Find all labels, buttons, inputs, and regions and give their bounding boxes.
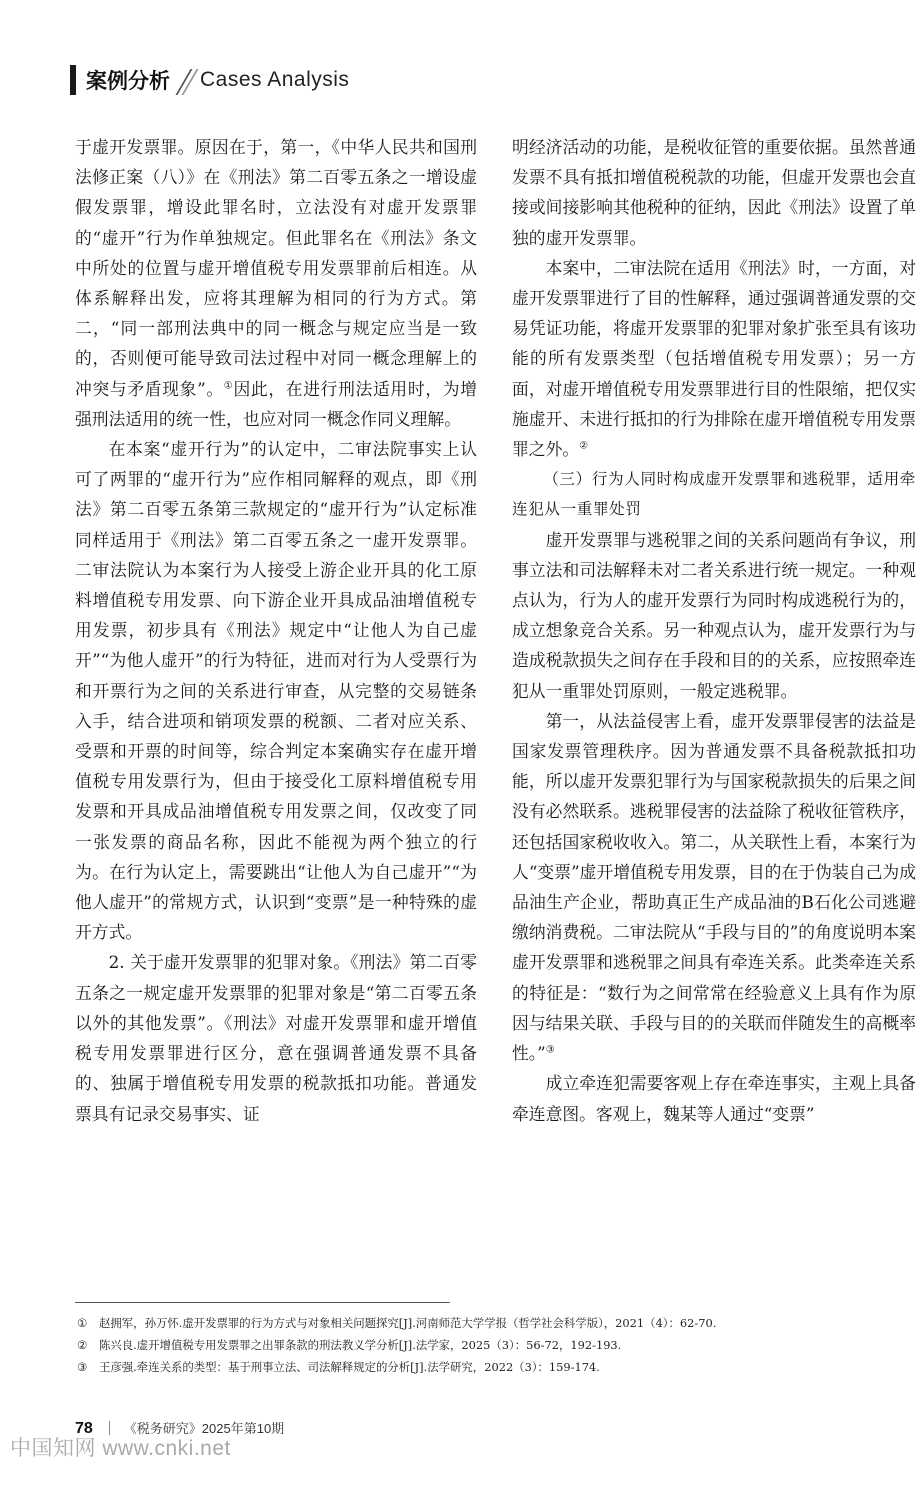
paragraph: 第一，从法益侵害上看，虚开发票罪侵害的法益是国家发票管理秩序。因为普通发票不具备税款抵扣功能，所以虚开发票犯罪行为与国家税款损失的后果之间没有必然联系。逃税罪侵害的法益除了税收征管秩序，还包括国家税收收入。第二，从关联性上看，本案行为人“变票”虚开增值税专用发票，目的在于伪装自己为成品油生产企业，帮助真正生产成品油的B石化公司逃避缴纳消费税。二审法院从“手段与目的”的角度说明本案虚开发票罪和逃税罪之间具有牵连关系。此类牵连关系的特征是：“数行为之间常常在经验意义上具有作为原因与结果关联、手段与目的的关联而伴随发生的高概率性。”③ xyxy=(512,710,916,1064)
section-heading: （三）行为人同时构成虚开发票罪和逃税罪，适用牵连犯从一重罪处罚 xyxy=(512,470,916,519)
footnote-ref[interactable]: ③ xyxy=(545,1044,555,1056)
section-header xyxy=(70,62,349,98)
footnote-item: ③ 王彦强.牵连关系的类型：基于刑事立法、司法解释规定的分析[J].法学研究，2022（3）：159-174. xyxy=(77,1360,600,1374)
left-column xyxy=(75,132,477,1129)
footnote-ref[interactable]: ① xyxy=(223,380,234,392)
footnotes xyxy=(77,1312,917,1378)
header-bar xyxy=(70,65,76,95)
header-divider-icon xyxy=(180,65,194,95)
paragraph: 本案中，二审法院在适用《刑法》时，一方面，对虚开发票罪进行了目的性解释，通过强调普通发票的交易凭证功能，将虚开发票罪的犯罪对象扩张至具有该功能的所有发票类型（包括增值税专用发票）；另一方面，对虚开增值税专用发票罪进行目的性限缩，把仅实施虚开、未进行抵扣的行为排除在虚开增值税专用发票罪之外。② xyxy=(512,257,916,460)
footnote-item: ② 陈兴良.虚开增值税专用发票罪之出罪条款的刑法教义学分析[J].法学家，2025（3）：56-72，192-193. xyxy=(77,1338,622,1352)
footnote-ref[interactable]: ② xyxy=(579,440,589,452)
section-title-en: Cases Analysis xyxy=(200,68,350,91)
footnote-divider xyxy=(75,1302,450,1303)
journal-name: 《税务研究》2025年第10期 xyxy=(123,1421,285,1436)
paragraph: 于虚开发票罪。原因在于，第一，《中华人民共和国刑法修正案（八）》在《刑法》第二百零五条之一增设虚假发票罪，增设此罪名时，立法没有对虚开发票罪的“虚开”行为作单独规定。但此罪名在《刑法》条文中所处的位置与虚开增值税专用发票罪前后相连。从体系解释出发，应将其理解为相同的行为方式。第二，“同一部刑法典中的同一概念与规定应当是一致的，否则便可能导致司法过程中对同一概念理解上的冲突与矛盾现象”。①因此，在进行刑法适用时，为增强刑法适用的统一性，也应对同一概念作同义理解。 xyxy=(75,137,477,429)
paragraph: 虚开发票罪与逃税罪之间的关系问题尚有争议，刑事立法和司法解释未对二者关系进行统一规定。一种观点认为，行为人的虚开发票行为同时构成逃税行为的，成立想象竞合关系。另一种观点认为，虚开发票行为与造成税款损失之间存在手段和目的的关系，应按照牵连犯从一重罪处罚原则，一般定逃税罪。 xyxy=(512,529,916,701)
paragraph: 2. 关于虚开发票罪的犯罪对象。《刑法》第二百零五条之一规定虚开发票罪的犯罪对象是“第二百零五条以外的其他发票”。《刑法》对虚开发票罪和虚开增值税专用发票罪进行区分，意在强调普通发票不具备的、独属于增值税专用发票的税款抵扣功能。普通发票具有记录交易事实、证 xyxy=(75,952,477,1124)
paragraph: 在本案“虚开行为”的认定中，二审法院事实上认可了两罪的“虚开行为”应作相同解释的观点，即《刑法》第二百零五条第三款规定的“虚开行为”认定标准同样适用于《刑法》第二百零五条之一虚开发票罪。二审法院认为本案行为人接受上游企业开具的化工原料增值税专用发票、向下游企业开具成品油增值税专用发票，初步具有《刑法》规定中“让他人为自己虚开”“为他人虚开”的行为特征，进而对行为人受票行为和开票行为之间的关系进行审查，从完整的交易链条入手，结合进项和销项发票的税额、二者对应关系、受票和开票的时间等，综合判定本案确实存在虚开增值税专用发票行为，但由于接受化工原料增值税专用发票和开具成品油增值税专用发票之间，仅改变了同一张发票的商品名称，因此不能视为两个独立的行为。在行为认定上，需要跳出“让他人为自己虚开”“为他人虚开”的常规方式，认识到“变票”是一种特殊的虚开方式。 xyxy=(75,439,477,943)
paragraph: 明经济活动的功能，是税收征管的重要依据。虽然普通发票不具有抵扣增值税税款的功能，但虚开发票也会直接或间接影响其他税种的征纳，因此《刑法》设置了单独的虚开发票罪。 xyxy=(512,137,916,248)
section-title-zh: 案例分析 xyxy=(86,69,170,93)
footnote-item: ① 赵拥军，孙万怀.虚开发票罪的行为方式与对象相关问题探究[J].河南师范大学学报（哲学社会科学版），2021（4）：62-70. xyxy=(77,1316,717,1330)
paragraph: 成立牵连犯需要客观上存在牵连事实，主观上具备牵连意图。客观上，魏某等人通过“变票” xyxy=(512,1073,916,1124)
page-number: 78 xyxy=(75,1420,93,1437)
watermark: 中国知网 www.cnki.net xyxy=(10,1437,231,1460)
right-column xyxy=(512,132,916,1129)
